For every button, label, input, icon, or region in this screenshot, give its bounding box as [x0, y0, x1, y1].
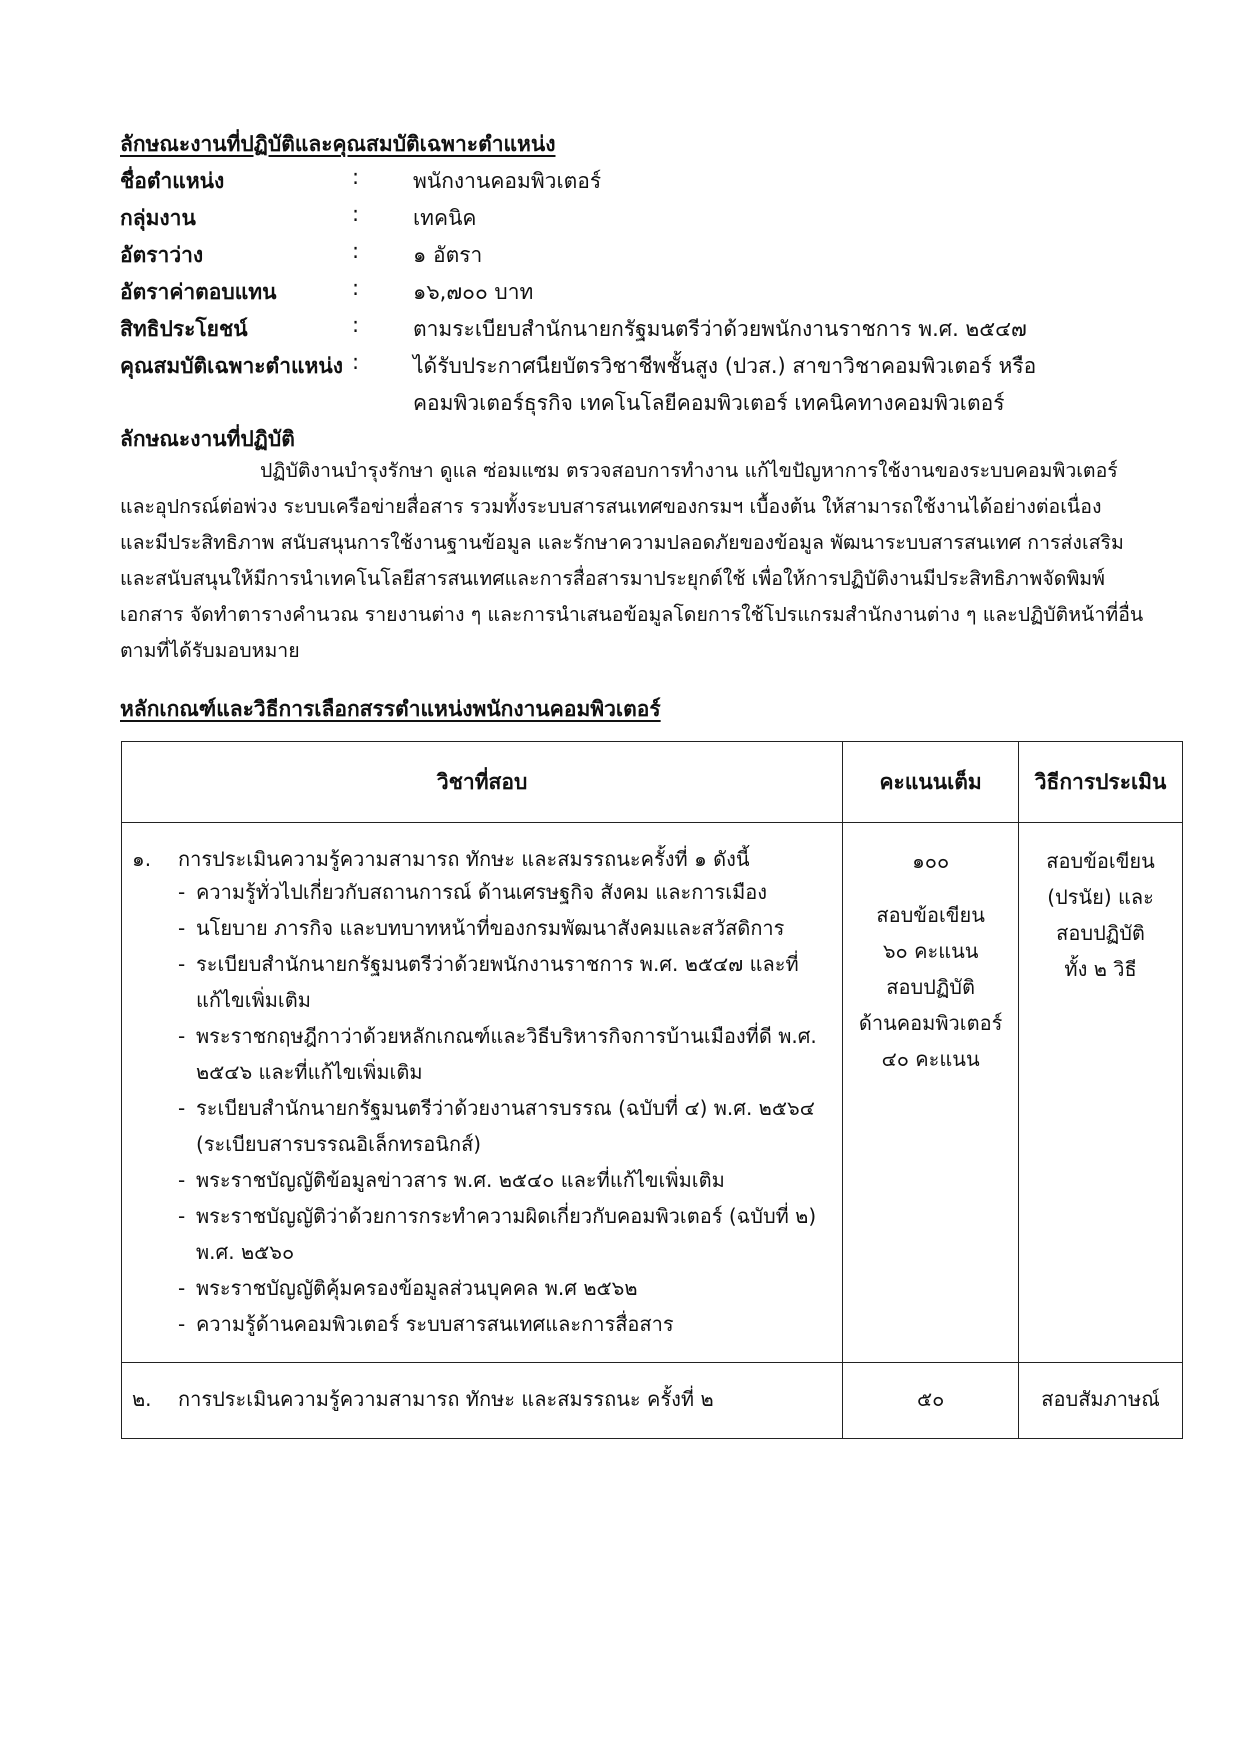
info-value: ๑ อัตรา: [413, 243, 483, 267]
score-lines: [843, 843, 1018, 1077]
job-description-body: [120, 453, 1144, 669]
paragraph-line: เอกสาร จัดทำตารางคำนวณ รายงานต่าง ๆ และการนำเสนอข้อมูลโดยการใช้โปรแกรมสำนักงานต่าง ๆ และปฏิบัติหน้าที่อื่น: [120, 603, 1144, 626]
method-line: ทั้ง ๒ วิธี: [1064, 957, 1137, 981]
paragraph-line: และอุปกรณ์ต่อพ่วง ระบบเครือข่ายสื่อสาร รวมทั้งระบบสารสนเทศของกรมฯ เบื้องต้น ให้สามารถใช้งานได้อย่างต่อเนื่อง: [120, 495, 1102, 518]
method-line: (ปรนัย) และ: [1047, 885, 1154, 909]
info-label: อัตราว่าง: [120, 243, 204, 267]
criteria-title: หลักเกณฑ์และวิธีการเลือกสรรตำแหน่งพนักงานคอมพิวเตอร์: [120, 697, 661, 721]
info-row-salary: [120, 276, 1120, 312]
method-line: สอบข้อเขียน: [1046, 849, 1155, 873]
score-detail: สอบปฏิบัติ: [886, 975, 975, 999]
info-value: เทคนิค: [413, 206, 477, 230]
section-title: ลักษณะงานที่ปฏิบัติและคุณสมบัติเฉพาะตำแหน่ง: [120, 132, 556, 156]
info-row-benefits: [120, 313, 1120, 349]
info-colon: :: [352, 239, 360, 263]
paragraph-line: และสนับสนุนให้มีการนำเทคโนโลยีสารสนเทศและการสื่อสารมาประยุกต์ใช้ เพื่อให้การปฏิบัติงานมีประสิทธิภาพจัดพิมพ์: [120, 567, 1106, 590]
info-row-vacancy: [120, 239, 1120, 275]
score-cell: [843, 823, 1019, 1363]
method-cell: [1019, 1363, 1183, 1439]
table-row: [122, 1363, 1183, 1439]
table-row: [122, 823, 1183, 1363]
info-colon: :: [352, 276, 360, 300]
list-item: - พระราชกฤษฎีกาว่าด้วยหลักเกณฑ์และวิธีบริหารกิจการบ้านเมืองที่ดี พ.ศ. ๒๕๔๖ และที่แก้ไขเพิ่มเติม: [178, 1018, 834, 1090]
method-line: สอบปฏิบัติ: [1056, 921, 1145, 945]
info-row-group: [120, 202, 1120, 238]
score-detail: ๔๐ คะแนน: [881, 1047, 980, 1071]
info-label: ชื่อตำแหน่ง: [120, 169, 225, 193]
header-subject: วิชาที่สอบ: [122, 742, 843, 823]
header-method: วิธีการประเมิน: [1019, 742, 1183, 823]
table-header-row: [122, 742, 1183, 823]
info-label: สิทธิประโยชน์: [120, 317, 248, 341]
job-description-title: ลักษณะงานที่ปฏิบัติ: [120, 427, 295, 451]
info-value: ๑๖,๗๐๐ บาท: [413, 280, 534, 304]
method-line: สอบสัมภาษณ์: [1041, 1387, 1160, 1411]
method-cell: [1019, 823, 1183, 1363]
info-colon: :: [352, 313, 360, 337]
subject-cell: [122, 1363, 843, 1439]
full-score: ๑๐๐: [912, 849, 950, 873]
header-score: คะแนนเต็ม: [843, 742, 1019, 823]
info-label: กลุ่มงาน: [120, 206, 196, 230]
full-score: ๕๐: [916, 1387, 945, 1411]
paragraph-line: และมีประสิทธิภาพ สนับสนุนการใช้งานฐานข้อมูล และรักษาความปลอดภัยของข้อมูล พัฒนาระบบสารสนเทศ การส่งเสริม: [120, 531, 1124, 554]
subject-cell: [122, 823, 843, 1363]
score-cell: [843, 1363, 1019, 1439]
info-row-qualification: [120, 350, 1120, 422]
score-detail: สอบข้อเขียน: [876, 903, 985, 927]
list-item: - พระราชบัญญัติคุ้มครองข้อมูลส่วนบุคคล พ.ศ ๒๕๖๒: [178, 1270, 834, 1306]
row-number: ๑.: [132, 847, 152, 871]
info-value: ตามระเบียบสำนักนายกรัฐมนตรีว่าด้วยพนักงานราชการ พ.ศ. ๒๕๔๗: [413, 317, 1027, 341]
list-item: - พระราชบัญญัติข้อมูลข่าวสาร พ.ศ. ๒๕๔๐ และที่แก้ไขเพิ่มเติม: [178, 1162, 834, 1198]
info-label: อัตราค่าตอบแทน: [120, 280, 277, 304]
list-item: - พระราชบัญญัติว่าด้วยการกระทำความผิดเกี่ยวกับคอมพิวเตอร์ (ฉบับที่ ๒) พ.ศ. ๒๕๖๐: [178, 1198, 834, 1270]
row-number: ๒.: [132, 1387, 152, 1411]
info-value-continued: คอมพิวเตอร์ธุรกิจ เทคโนโลยีคอมพิวเตอร์ เทคนิคทางคอมพิวเตอร์: [413, 391, 1005, 415]
subject-list: [178, 874, 834, 1342]
info-colon: :: [352, 165, 360, 189]
info-value: พนักงานคอมพิวเตอร์: [413, 169, 602, 193]
info-colon: :: [352, 350, 360, 374]
paragraph-line: ตามที่ได้รับมอบหมาย: [120, 639, 300, 662]
score-detail: ด้านคอมพิวเตอร์: [858, 1011, 1003, 1035]
row-title: การประเมินความรู้ความสามารถ ทักษะ และสมรรถนะครั้งที่ ๑ ดังนี้: [178, 847, 750, 871]
criteria-table: [121, 741, 1183, 1439]
info-value: ได้รับประกาศนียบัตรวิชาชีพชั้นสูง (ปวส.) สาขาวิชาคอมพิวเตอร์ หรือ: [413, 354, 1037, 378]
info-row-position: [120, 165, 1120, 201]
list-item: - นโยบาย ภารกิจ และบทบาทหน้าที่ของกรมพัฒนาสังคมและสวัสดิการ: [178, 910, 834, 946]
paragraph-line: ปฏิบัติงานบำรุงรักษา ดูแล ซ่อมแซม ตรวจสอบการทำงาน แก้ไขปัญหาการใช้งานของระบบคอมพิวเตอร์: [260, 459, 1118, 482]
row-title: การประเมินความรู้ความสามารถ ทักษะ และสมรรถนะ ครั้งที่ ๒: [178, 1387, 714, 1411]
list-item: - ความรู้ด้านคอมพิวเตอร์ ระบบสารสนเทศและการสื่อสาร: [178, 1306, 834, 1342]
info-label: คุณสมบัติเฉพาะตำแหน่ง: [120, 354, 343, 378]
list-item: - ระเบียบสำนักนายกรัฐมนตรีว่าด้วยพนักงานราชการ พ.ศ. ๒๕๔๗ และที่แก้ไขเพิ่มเติม: [178, 946, 834, 1018]
score-detail: ๖๐ คะแนน: [882, 939, 979, 963]
method-lines: [1019, 843, 1182, 987]
info-colon: :: [352, 202, 360, 226]
list-item: - ความรู้ทั่วไปเกี่ยวกับสถานการณ์ ด้านเศรษฐกิจ สังคม และการเมือง: [178, 874, 834, 910]
list-item: - ระเบียบสำนักนายกรัฐมนตรีว่าด้วยงานสารบรรณ (ฉบับที่ ๔) พ.ศ. ๒๕๖๔ (ระเบียบสารบรรณอิเล็กทรอนิกส์): [178, 1090, 834, 1162]
